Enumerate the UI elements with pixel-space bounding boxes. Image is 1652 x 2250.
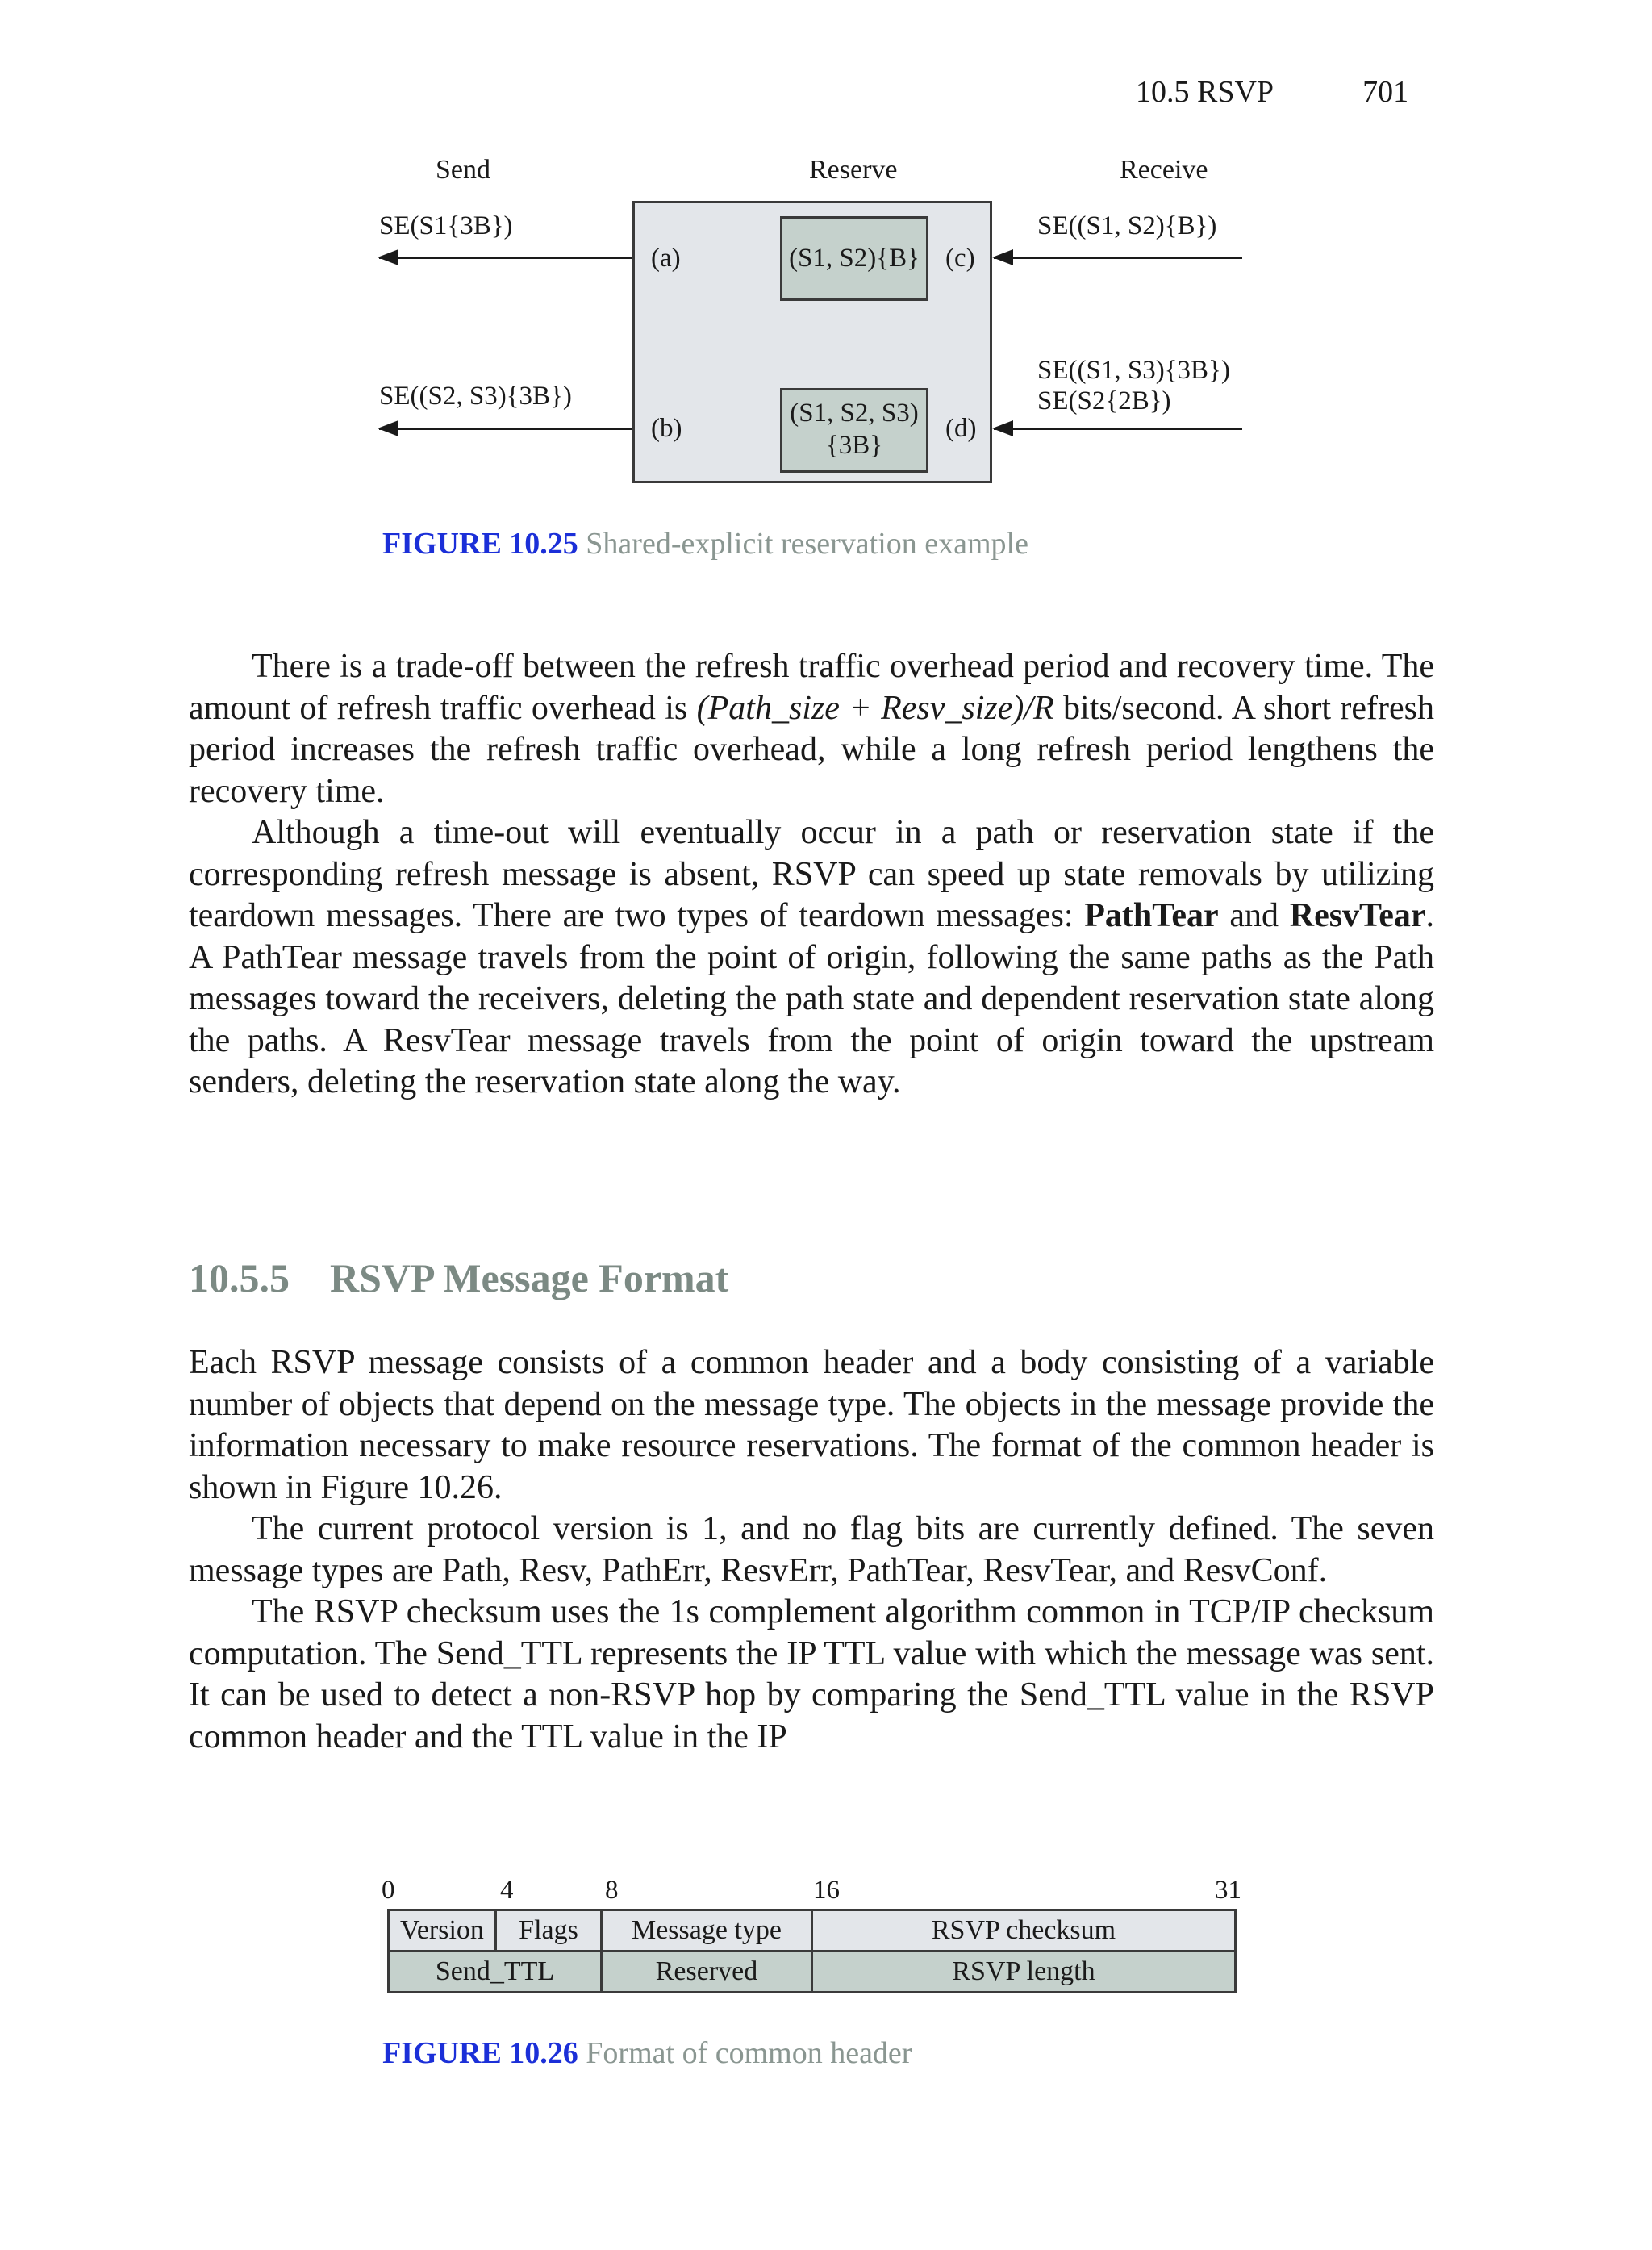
- field-message-type: Message type: [602, 1910, 812, 1952]
- running-head-section: 10.5 RSVP: [1136, 75, 1274, 109]
- field-rsvp-length: RSVP length: [812, 1952, 1236, 1993]
- figure-caption-10-26: [382, 2035, 912, 2071]
- figure-number: FIGURE 10.26: [382, 2036, 578, 2070]
- section-number: 10.5.5: [189, 1255, 290, 1300]
- figure-number: FIGURE 10.25: [382, 527, 578, 561]
- text-run: and: [1218, 897, 1290, 934]
- text-run: Although a time-out will eventually occur in a path or reservation state if the corresponding refresh message is absent, RSVP can speed up state removals by utilizing teardown messages. There are two types of teardown messages:: [189, 814, 1434, 934]
- term-pathtear: PathTear: [1084, 897, 1219, 934]
- port-b: (b): [651, 414, 682, 443]
- paragraph: [189, 646, 1434, 812]
- text-run: bits/second. A short refresh period increases the refresh traffic overhead, while a long refresh period lengthens the recovery time.: [189, 689, 1434, 810]
- bit-position: 0: [382, 1876, 395, 1905]
- paragraph: [189, 812, 1434, 1104]
- paragraph: The RSVP checksum uses the 1s complement algorithm common in TCP/IP checksum computation. The Send_TTL represents the IP TTL value with which the message was sent. It can be used to detect a non-RSVP hop by comparing the Send_TTL value in the RSVP common header and the TTL value in the IP: [189, 1593, 1434, 1755]
- receive-message-top: SE((S1, S2){B}): [1037, 211, 1217, 240]
- header-row-1: [389, 1910, 1236, 1952]
- port-c: (c): [945, 244, 975, 273]
- field-version: Version: [389, 1910, 496, 1952]
- formula: (Path_size + Resv_size)/R: [696, 689, 1054, 727]
- reservation-bottom-senders: (S1, S2, S3): [790, 399, 919, 428]
- reservation-bottom: [780, 388, 928, 473]
- field-reserved: Reserved: [602, 1952, 812, 1993]
- arrow-send-top: [379, 257, 632, 259]
- column-label-reserve: Reserve: [809, 155, 898, 185]
- figure-caption-text: Format of common header: [586, 2036, 912, 2070]
- bit-position: 31: [1215, 1876, 1241, 1905]
- bit-position: 4: [500, 1876, 514, 1905]
- term-resvtear: ResvTear: [1289, 897, 1426, 934]
- column-label-send: Send: [436, 155, 490, 185]
- arrow-receive-top: [994, 257, 1242, 259]
- figure-caption-text: Shared-explicit reservation example: [586, 527, 1028, 561]
- body-text-lower: [189, 1342, 1434, 1758]
- send-message-top: SE(S1{3B}): [379, 211, 513, 240]
- port-a: (a): [651, 244, 681, 273]
- receive-message-bottom-2: SE(S2{2B}): [1037, 386, 1171, 415]
- common-header-table: [387, 1909, 1237, 1993]
- port-d: (d): [945, 414, 977, 443]
- section-title: RSVP Message Format: [330, 1255, 729, 1300]
- paragraph: The current protocol version is 1, and no flag bits are currently defined. The seven message types are Path, Resv, PathErr, ResvErr, PathTear, ResvTear, and ResvConf.: [189, 1510, 1434, 1589]
- reservation-bottom-amount: {3B}: [825, 431, 883, 460]
- paragraph: Each RSVP message consists of a common header and a body consisting of a variable number of objects that depend on the message type. The objects in the message provide the information necessary to make resource reservations. The format of the common header is shown in Figure 10.26.: [189, 1344, 1434, 1506]
- field-flags: Flags: [496, 1910, 602, 1952]
- send-message-bottom: SE((S2, S3){3B}): [379, 382, 572, 411]
- reservation-top: (S1, S2){B}: [780, 216, 928, 301]
- bit-position: 16: [813, 1876, 840, 1905]
- receive-message-bottom-1: SE((S1, S3){3B}): [1037, 356, 1230, 385]
- field-rsvp-checksum: RSVP checksum: [812, 1910, 1236, 1952]
- field-send-ttl: Send_TTL: [389, 1952, 602, 1993]
- arrow-receive-bottom: [994, 428, 1242, 430]
- text-run: There is a trade-off between the refresh traffic overhead period and recovery time. The amount of refresh traffic overhead is: [189, 648, 1434, 727]
- body-text-upper: [189, 646, 1434, 1104]
- arrow-send-bottom: [379, 428, 632, 430]
- text-run: . A PathTear message travels from the point of origin, following the same paths as the Path messages toward the receivers, deleting the path state and dependent reservation state along the paths. A ResvTear message travels from the point of origin toward the upstream senders, deleting the reservation state along the way.: [189, 897, 1434, 1100]
- section-heading: [189, 1254, 728, 1301]
- bit-position: 8: [605, 1876, 619, 1905]
- header-row-2: [389, 1952, 1236, 1993]
- column-label-receive: Receive: [1120, 155, 1208, 185]
- running-head: [1136, 74, 1408, 110]
- figure-caption-10-25: [382, 526, 1028, 561]
- page-number: 701: [1362, 75, 1409, 109]
